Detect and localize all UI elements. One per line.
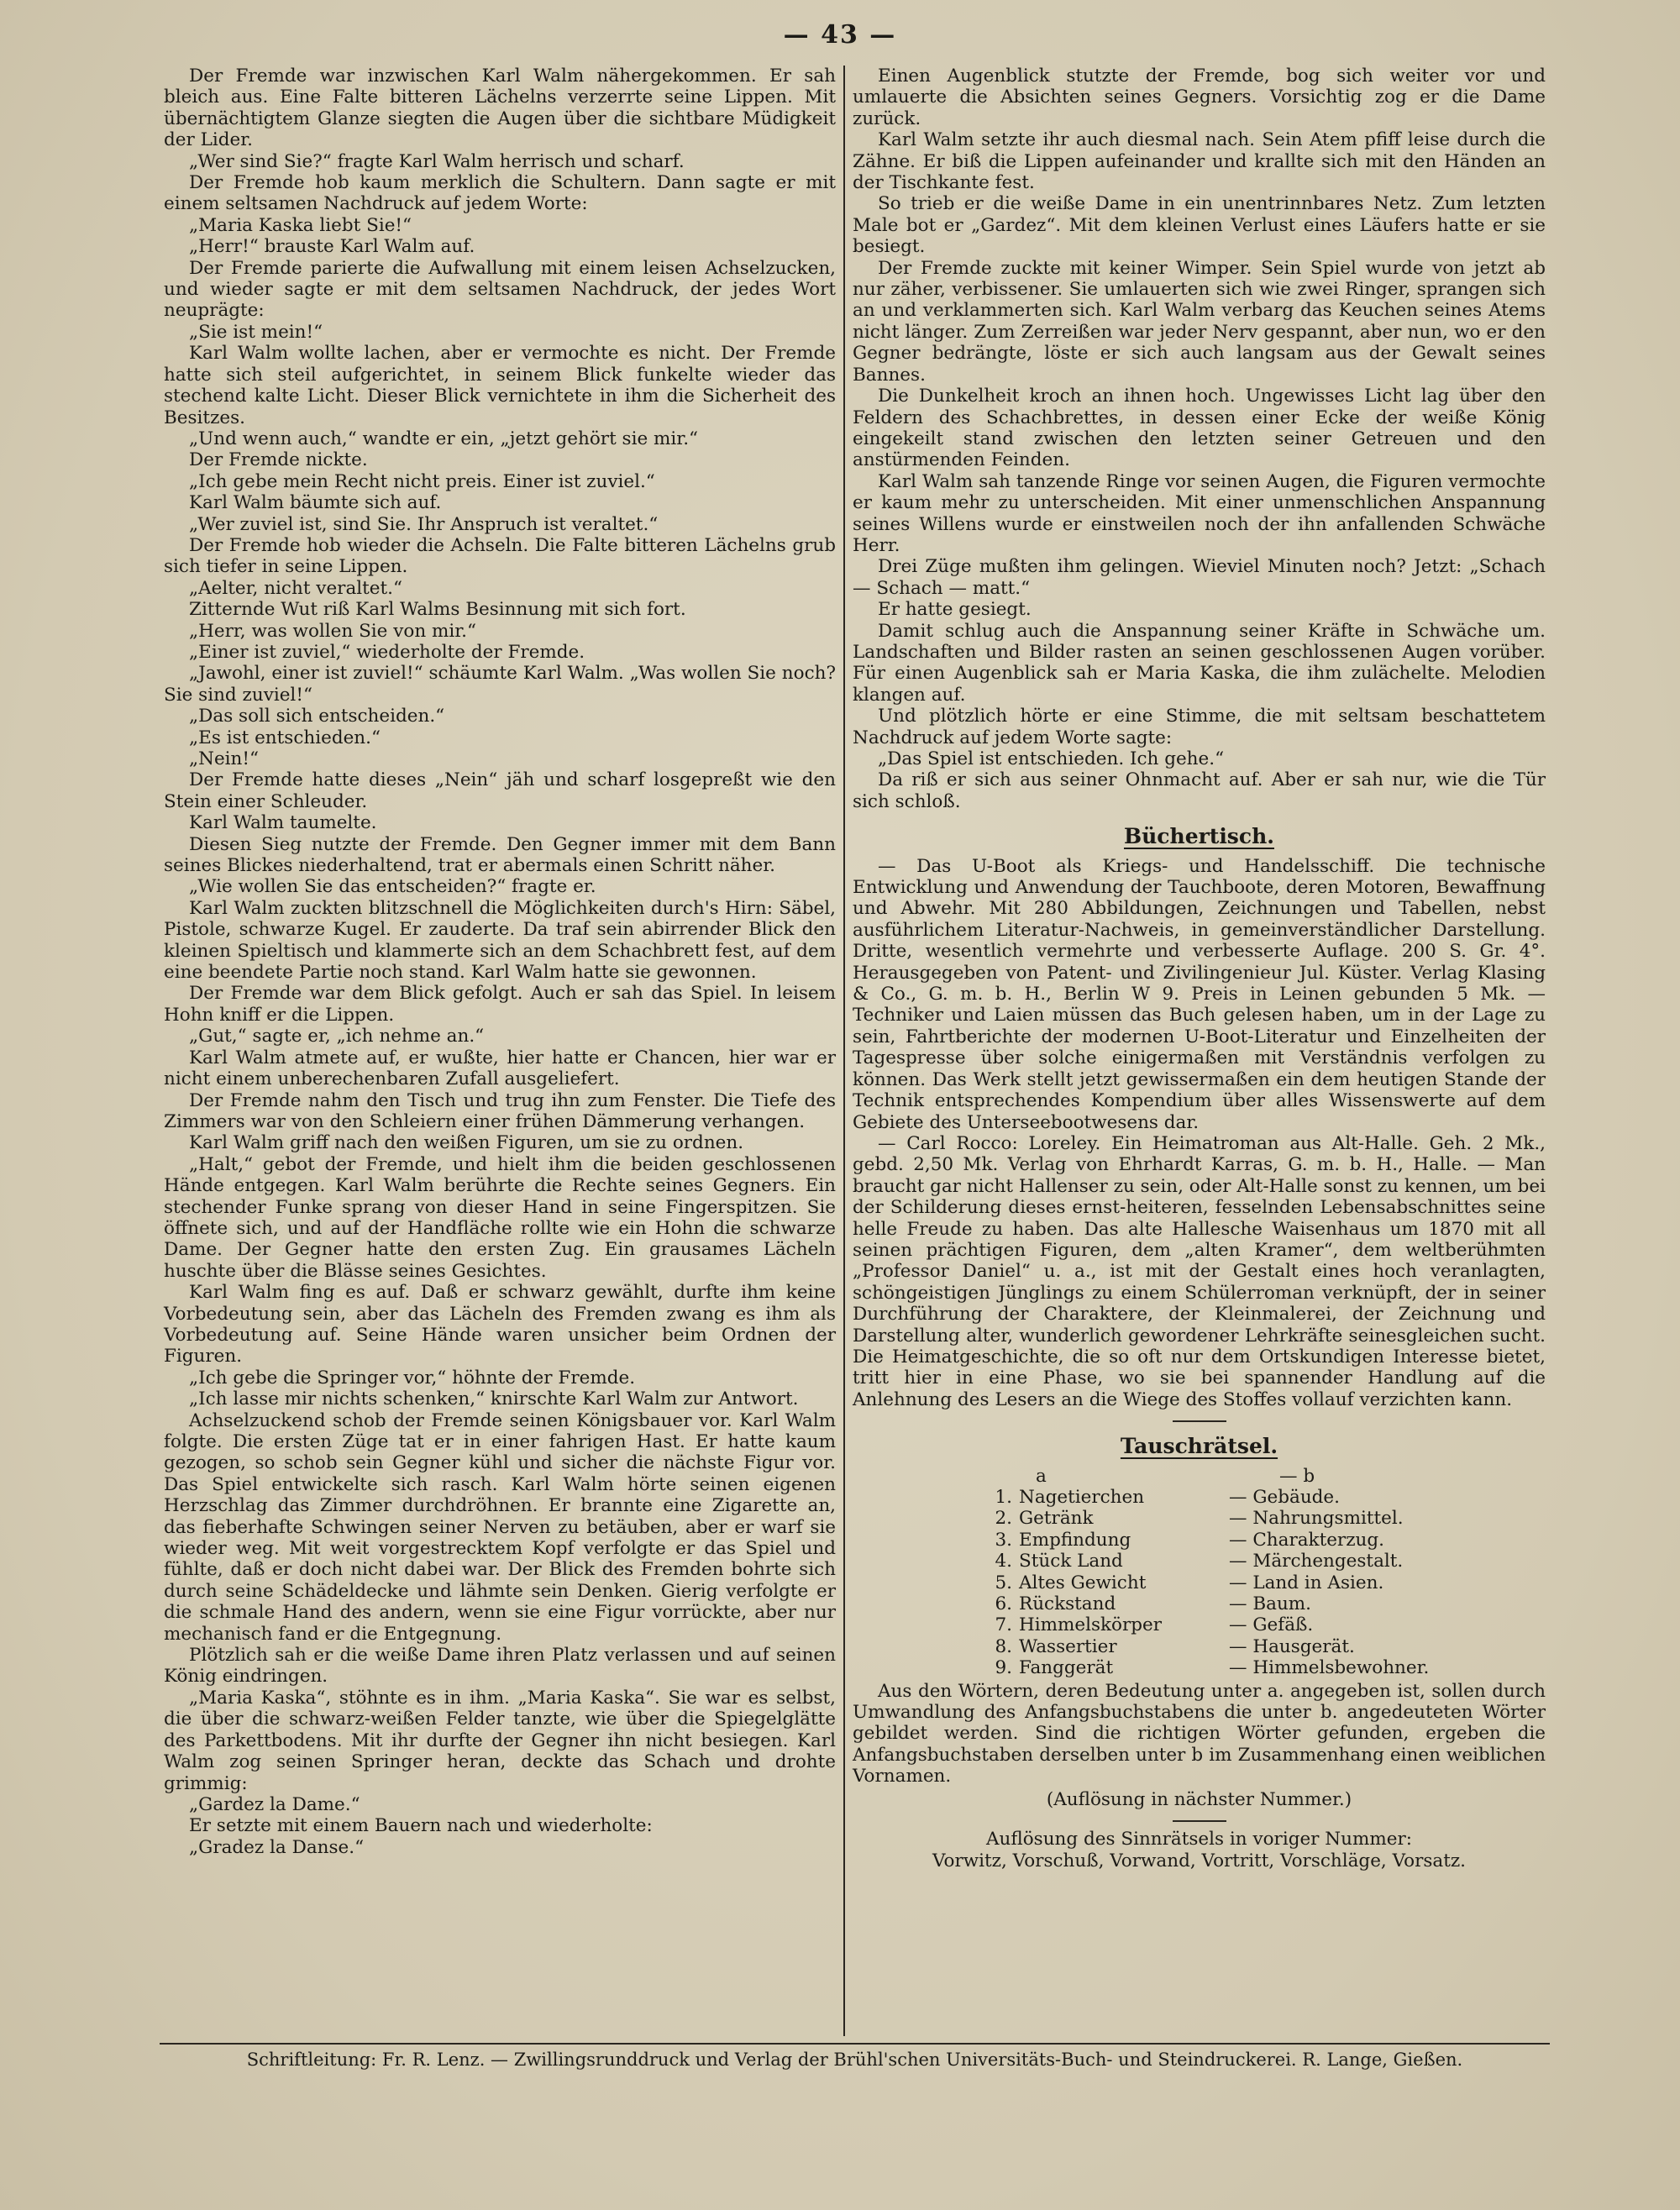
story-paragraph: „Maria Kaska“, stöhnte es in ihm. „Maria Kaska“. Sie war es selbst, die über die schwarz-weißen Felder tanzte, wie über die Spiegelglätte des Parkettbodens. Mit ihr durfte der Gegner ihn nicht besiegen. Karl Walm zog seinen Springer heran, deckte das Schach und drohte grimmig: bbox=[164, 1687, 836, 1794]
riddle-cell-b: — Land in Asien. bbox=[1229, 1572, 1384, 1593]
riddle-row bbox=[853, 1572, 1546, 1593]
riddle-cell-a: Wassertier bbox=[1019, 1635, 1117, 1657]
riddle-instructions: Aus den Wörtern, deren Bedeutung unter a. angegeben ist, sollen durch Umwandlung des Anfangsbuchstabens die unter b. angedeuteten Wörter gebildet werden. Sind die richtigen Wörter gefunden, ergeben die Anfangsbuchstaben derselben unter b im Zusammenhang einen weiblichen Vornamen. bbox=[853, 1680, 1546, 1787]
story-paragraph: „Herr, was wollen Sie von mir.“ bbox=[189, 620, 477, 642]
riddle-cell-b: — Gefäß. bbox=[1229, 1614, 1314, 1636]
story-paragraph: „Einer ist zuviel,“ wiederholte der Fremde. bbox=[189, 641, 585, 663]
page-number: — 43 — bbox=[783, 20, 897, 50]
story-paragraph: Damit schlug auch die Anspannung seiner Kräfte in Schwäche um. Landschaften und Bilder rasten an seinen geschlossenen Augen vorüber. Für einen Augenblick sah er Maria Kaska, die ihm zulächelte. Melodien klangen auf. bbox=[853, 620, 1546, 706]
story-paragraph: Der Fremde war dem Blick gefolgt. Auch er sah das Spiel. In leisem Hohn kniff er die Lippen. bbox=[164, 983, 836, 1026]
riddle-cell-b: — Baum. bbox=[1229, 1593, 1312, 1615]
riddle-table bbox=[853, 1466, 1546, 1679]
story-paragraph: Karl Walm atmete auf, er wußte, hier hatte er Chancen, hier war er nicht einem unberechenbaren Zufall ausgeliefert. bbox=[164, 1047, 836, 1090]
riddle-cell-num: 5. bbox=[995, 1572, 1012, 1593]
riddle-cell-num: 6. bbox=[995, 1593, 1012, 1615]
story-paragraph: Diesen Sieg nutzte der Fremde. Den Gegner immer mit dem Bann seines Blickes niederhaltend, trat er abermals einen Schritt näher. bbox=[164, 833, 836, 877]
story-paragraph: Der Fremde hob wieder die Achseln. Die Falte bitteren Lächelns grub sich tiefer in seine Lippen. bbox=[164, 534, 836, 578]
story-paragraph: Einen Augenblick stutzte der Fremde, bog sich weiter vor und umlauerte die Absichten seines Gegners. Vorsichtig zog er die Dame zurück. bbox=[853, 66, 1546, 129]
story-paragraph: Karl Walm taumelte. bbox=[189, 812, 377, 834]
story-paragraph: „Jawohl, einer ist zuviel!“ schäumte Karl Walm. „Was wollen Sie noch? Sie sind zuviel!“ bbox=[164, 663, 836, 706]
column-divider bbox=[843, 66, 845, 2036]
story-paragraph: Karl Walm setzte ihr auch diesmal nach. Sein Atem pfiff leise durch die Zähne. Er biß die Lippen aufeinander und krallte sich mit den Händen an der Tischkante fest. bbox=[853, 129, 1546, 194]
riddle-row bbox=[853, 1530, 1546, 1551]
story-paragraph: Drei Züge mußten ihm gelingen. Wieviel Minuten noch? Jetzt: „Schach — Schach — matt.“ bbox=[853, 556, 1546, 599]
story-paragraph: Karl Walm sah tanzende Ringe vor seinen Augen, die Figuren vermochte er kaum mehr zu unterscheiden. Mit einer unmenschlichen Anspannung seines Willens wurde er einstweilen noch der ihn anfallenden Schwäche Herr. bbox=[853, 470, 1546, 556]
story-paragraph: „Halt,“ gebot der Fremde, und hielt ihm die beiden geschlossenen Hände entgegen. Karl Walm berührte die Rechte seines Gegners. Ein stechender Funke sprang von dieser Hand in seine Fingerspitzen. Sie öffnete sich, und auf der Handfläche rollte wie ein Hohn die schwarze Dame. Der Gegner hatte den ersten Zug. Ein grausames Lächeln huschte über die Blässe seines Gesichtes. bbox=[164, 1153, 836, 1282]
story-paragraph: Karl Walm wollte lachen, aber er vermochte es nicht. Der Fremde hatte sich steil aufgerichtet, in seinem Blick funkelte wieder das stechend kalte Licht. Dieser Blick vernichtete in ihm die Sicherheit des Besitzes. bbox=[164, 343, 836, 428]
imprint-footer: Schriftleitung: Fr. R. Lenz. — Zwillingsrunddruck und Verlag der Brühl'schen Universitäts-Buch- und Steindruckerei. R. Lange, Gießen. bbox=[246, 2050, 1463, 2070]
solution-text: Vorwitz, Vorschuß, Vorwand, Vortritt, Vorschläge, Vorsatz. bbox=[932, 1850, 1467, 1871]
book-reviews bbox=[853, 856, 1546, 1411]
story-column-right bbox=[853, 66, 1546, 1871]
riddle-cell-a: Getränk bbox=[1019, 1508, 1094, 1530]
book-review: — Das U-Boot als Kriegs- und Handelsschiff. Die technische Entwicklung und Anwendung der Tauchboote, deren Motoren, Bewaffnung und Abwehr. Mit 280 Abbildungen, Zeichnungen und Tabellen, nebst ausführlichem Literatur-Nachweis, in gemeinverständlicher Darstellung. Dritte, wesentlich vermehrte und verbesserte Auflage. 200 S. Gr. 4°. Herausgegeben von Patent- und Zivilingenieur Jul. Küster. Verlag Klasing & Co., G. m. b. H., Berlin W 9. Preis in Leinen gebunden 5 Mk. — Techniker und Laien müssen das Buch gelesen haben, um in der Lage zu sein, Fahrtberichte der modernen U-Boot-Literatur und Einzelheiten der Tagespresse über solche einigermaßen mit Verständnis verfolgen zu können. Das Werk stellt jetzt gewissermaßen ein dem heutigen Stande der Technik entsprechendes Kompendium über alles Wissenswerte auf dem Gebiete des Unterseebootwesens dar. bbox=[853, 855, 1546, 1133]
story-paragraph: Der Fremde hob kaum merklich die Schultern. Dann sagte er mit einem seltsamen Nachdruck auf jedem Worte: bbox=[164, 172, 836, 215]
story-paragraph: Der Fremde war inzwischen Karl Walm nähergekommen. Er sah bleich aus. Eine Falte bitteren Lächelns verzerrte seine Lippen. Mit übernächtigtem Glanze siegten die Augen über die sichtbare Müdigkeit der Lider. bbox=[164, 66, 836, 151]
story-paragraph: Karl Walm griff nach den weißen Figuren, um sie zu ordnen. bbox=[189, 1132, 744, 1154]
riddle-row bbox=[853, 1487, 1546, 1508]
riddle-col-a-label: a bbox=[1036, 1465, 1047, 1487]
riddle-cell-num: 1. bbox=[995, 1487, 1012, 1508]
story-paragraph: „Ich gebe die Springer vor,“ höhnte der Fremde. bbox=[189, 1367, 636, 1388]
story-paragraph: „Ich gebe mein Recht nicht preis. Einer ist zuviel.“ bbox=[189, 470, 655, 492]
story-paragraph: „Wer sind Sie?“ fragte Karl Walm herrisch und scharf. bbox=[189, 150, 685, 172]
riddle-row bbox=[853, 1614, 1546, 1635]
story-continuation bbox=[853, 66, 1546, 812]
riddle-row bbox=[853, 1636, 1546, 1657]
story-paragraph: „Maria Kaska liebt Sie!“ bbox=[189, 214, 412, 236]
story-paragraph: Und plötzlich hörte er eine Stimme, die mit seltsam beschattetem Nachdruck auf jedem Worte sagte: bbox=[853, 706, 1546, 748]
riddle-cell-a: Empfindung bbox=[1019, 1529, 1131, 1551]
story-paragraph: „Das soll sich entscheiden.“ bbox=[189, 706, 445, 727]
story-paragraph: „Aelter, nicht veraltet.“ bbox=[189, 577, 402, 599]
section-divider-2 bbox=[1173, 1820, 1226, 1822]
riddle-cell-a: Altes Gewicht bbox=[1019, 1572, 1147, 1593]
riddle-cell-num: 4. bbox=[995, 1551, 1012, 1572]
riddle-cell-num: 8. bbox=[995, 1635, 1012, 1657]
story-paragraph: Karl Walm bäumte sich auf. bbox=[189, 492, 442, 514]
story-paragraph: Der Fremde nickte. bbox=[189, 449, 368, 471]
story-paragraph: So trieb er die weiße Dame in ein unentrinnbares Netz. Zum letzten Male bot er „Gardez“. Mit dem kleinen Verlust eines Läufers hatte er sie besiegt. bbox=[853, 193, 1546, 258]
riddle-cell-num: 2. bbox=[995, 1508, 1012, 1530]
story-paragraph: „Gut,“ sagte er, „ich nehme an.“ bbox=[189, 1026, 485, 1047]
riddle-cell-a: Nagetierchen bbox=[1019, 1487, 1145, 1508]
riddle-col-b-label: — b bbox=[1279, 1465, 1315, 1487]
story-paragraph: Der Fremde parierte die Aufwallung mit einem leisen Achselzucken, und wieder sagte er mit dem seltsamen Nachdruck, der jedes Wort neuprägte: bbox=[164, 257, 836, 322]
story-paragraph: Plötzlich sah er die weiße Dame ihren Platz verlassen und auf seinen König eindringen. bbox=[164, 1645, 836, 1688]
story-paragraph: „Gradez la Danse.“ bbox=[189, 1836, 365, 1858]
riddle-heading: Tauschrätsel. bbox=[1120, 1434, 1278, 1459]
story-column-left bbox=[164, 66, 836, 1858]
riddle-header-row bbox=[853, 1466, 1546, 1487]
riddle-cell-a: Rückstand bbox=[1019, 1593, 1116, 1615]
story-paragraph: „Es ist entschieden.“ bbox=[189, 727, 381, 748]
story-paragraph: „Sie ist mein!“ bbox=[189, 321, 323, 343]
story-paragraph: Der Fremde nahm den Tisch und trug ihn zum Fenster. Die Tiefe des Zimmers war von den Schleiern einer frühen Dämmerung verhangen. bbox=[164, 1089, 836, 1132]
story-paragraph: Achselzuckend schob der Fremde seinen Königsbauer vor. Karl Walm folgte. Die ersten Züge tat er in einer fahrigen Hast. Er hatte kaum gezogen, so schob sein Gegner kühl und sicher die nächste Figur vor. Das Spiel entwickelte sich rasch. Karl Walm hörte seinen eigenen Herzschlag das Zimmer durchdröhnen. Er brannte eine Zigarette an, das fieberhafte Schwingen seiner Nerven zu betäuben, aber er warf sie wieder weg. Mit weit vorgestrecktem Kopf verfolgte er das Spiel und fühlte, daß er doch nicht dabei war. Der Blick des Fremden bohrte sich durch seine Schädeldecke und lähmte sein Denken. Gierig verfolgte er die schmale Hand des andern, wenn sie eine Figur vorrückte, aber nur mechanisch fand er die Entgegnung. bbox=[164, 1409, 836, 1645]
story-paragraph: „Nein!“ bbox=[189, 748, 260, 769]
riddle-cell-b: — Märchengestalt. bbox=[1229, 1551, 1404, 1572]
riddle-row bbox=[853, 1657, 1546, 1678]
section-divider bbox=[1173, 1420, 1226, 1422]
riddle-cell-b: — Nahrungsmittel. bbox=[1229, 1508, 1404, 1530]
footer-rule bbox=[160, 2043, 1550, 2045]
story-paragraph: „Gardez la Dame.“ bbox=[189, 1793, 360, 1815]
riddle-cell-num: 7. bbox=[995, 1614, 1012, 1636]
riddle-row bbox=[853, 1508, 1546, 1529]
story-paragraph: Zitternde Wut riß Karl Walms Besinnung mit sich fort. bbox=[189, 599, 686, 621]
books-heading: Büchertisch. bbox=[1123, 824, 1274, 849]
story-paragraph: Die Dunkelheit kroch an ihnen hoch. Ungewisses Licht lag über den Feldern des Schachbrettes, in dessen einer Ecke der weiße König eingekeilt stand zwischen den letzten seiner Getreuen und den anstürmenden Feinden. bbox=[853, 386, 1546, 471]
story-paragraph: Der Fremde hatte dieses „Nein“ jäh und scharf losgepreßt wie den Stein einer Schleuder. bbox=[164, 769, 836, 812]
riddle-cell-a: Himmelskörper bbox=[1019, 1614, 1163, 1636]
riddle-cell-a: Fanggerät bbox=[1019, 1657, 1114, 1679]
riddle-cell-num: 3. bbox=[995, 1529, 1012, 1551]
story-paragraph: „Das Spiel ist entschieden. Ich gehe.“ bbox=[878, 748, 1225, 769]
riddle-cell-b: — Hausgerät. bbox=[1229, 1635, 1355, 1657]
riddle-cell-b: — Himmelsbewohner. bbox=[1229, 1657, 1430, 1679]
story-paragraph: „Wie wollen Sie das entscheiden?“ fragte er. bbox=[189, 876, 596, 898]
story-paragraph: Karl Walm fing es auf. Daß er schwarz gewählt, durfte ihm keine Vorbedeutung sein, aber das Lächeln des Fremden zwang es ihm als Vorbedeutung auf. Seine Hände waren unsicher beim Ordnen der Figuren. bbox=[164, 1282, 836, 1367]
story-paragraph: Er hatte gesiegt. bbox=[878, 599, 1032, 621]
story-paragraph: „Wer zuviel ist, sind Sie. Ihr Anspruch ist veraltet.“ bbox=[189, 513, 659, 535]
story-paragraph: „Und wenn auch,“ wandte er ein, „jetzt gehört sie mir.“ bbox=[189, 428, 699, 449]
riddle-cell-b: — Charakterzug. bbox=[1229, 1529, 1384, 1551]
story-paragraph: Karl Walm zuckten blitzschnell die Möglichkeiten durch's Hirn: Säbel, Pistole, schwarze Kugel. Er zauderte. Da traf sein abirrender Blick den kleinen Spieltisch und klammerte sich an dem Schachbrett fest, auf dem eine beendete Partie noch stand. Karl Walm hatte sie gewonnen. bbox=[164, 897, 836, 984]
riddle-answer-note: (Auflösung in nächster Nummer.) bbox=[1046, 1788, 1352, 1810]
book-review: — Carl Rocco: Loreley. Ein Heimatroman aus Alt-Halle. Geh. 2 Mk., gebd. 2,50 Mk. Verlag von Ehrhardt Karras, G. m. b. H., Halle. — Man braucht gar nicht Hallenser zu sein, oder Alt-Halle sonst zu kennen, um bei der Schilderung dieses ernst-heiteren, fesselnden Lebensabschnittes seine helle Freude zu haben. Das alte Hallesche Waisenhaus um 1870 mit all seinen prächtigen Figuren, dem „alten Kramer“, dem weltberühmten „Professor Daniel“ u. a., ist mit der Gestalt eines hoch veranlagten, schöngeistigen Jünglings zu einem Schülerroman verknüpft, der in seiner Durchführung der Charaktere, der Kleinmalerei, der Zeichnung und Darstellung alter, wunderlich gewordener Lehrkräfte seinesgleichen sucht. Die Heimatgeschichte, die so oft nur dem Ortskundigen Interesse bietet, tritt hier in eine Phase, wo sie bei spannender Handlung auf die Anlehnung des Lesers an die Wiege des Stoffes vollauf verzichten kann. bbox=[853, 1132, 1546, 1410]
riddle-row bbox=[853, 1593, 1546, 1614]
riddle-cell-b: — Gebäude. bbox=[1229, 1487, 1340, 1508]
solution-heading: Auflösung des Sinnrätsels in voriger Nummer: bbox=[986, 1829, 1412, 1850]
riddle-cell-num: 9. bbox=[995, 1657, 1012, 1679]
story-paragraph: Der Fremde zuckte mit keiner Wimper. Sein Spiel wurde von jetzt ab nur zäher, verbissener. Sie umlauerten sich wie zwei Ringer, sprangen sich an und verklammerten sich. Karl Walm verbarg das Keuchen seines Atems nicht länger. Zum Zerreißen war jeder Nerv gespannt, aber nun, wo er den Gegner bedrängte, löste er sich auch langsam aus der Gewalt seines Bannes. bbox=[853, 257, 1546, 386]
story-paragraph: „Ich lasse mir nichts schenken,“ knirschte Karl Walm zur Antwort. bbox=[189, 1388, 799, 1410]
story-paragraph: Er setzte mit einem Bauern nach und wiederholte: bbox=[189, 1815, 653, 1837]
riddle-cell-a: Stück Land bbox=[1019, 1551, 1123, 1572]
story-paragraph: Da riß er sich aus seiner Ohnmacht auf. Aber er sah nur, wie die Tür sich schloß. bbox=[853, 769, 1546, 812]
riddle-row bbox=[853, 1551, 1546, 1572]
story-paragraph: „Herr!“ brauste Karl Walm auf. bbox=[189, 236, 475, 258]
